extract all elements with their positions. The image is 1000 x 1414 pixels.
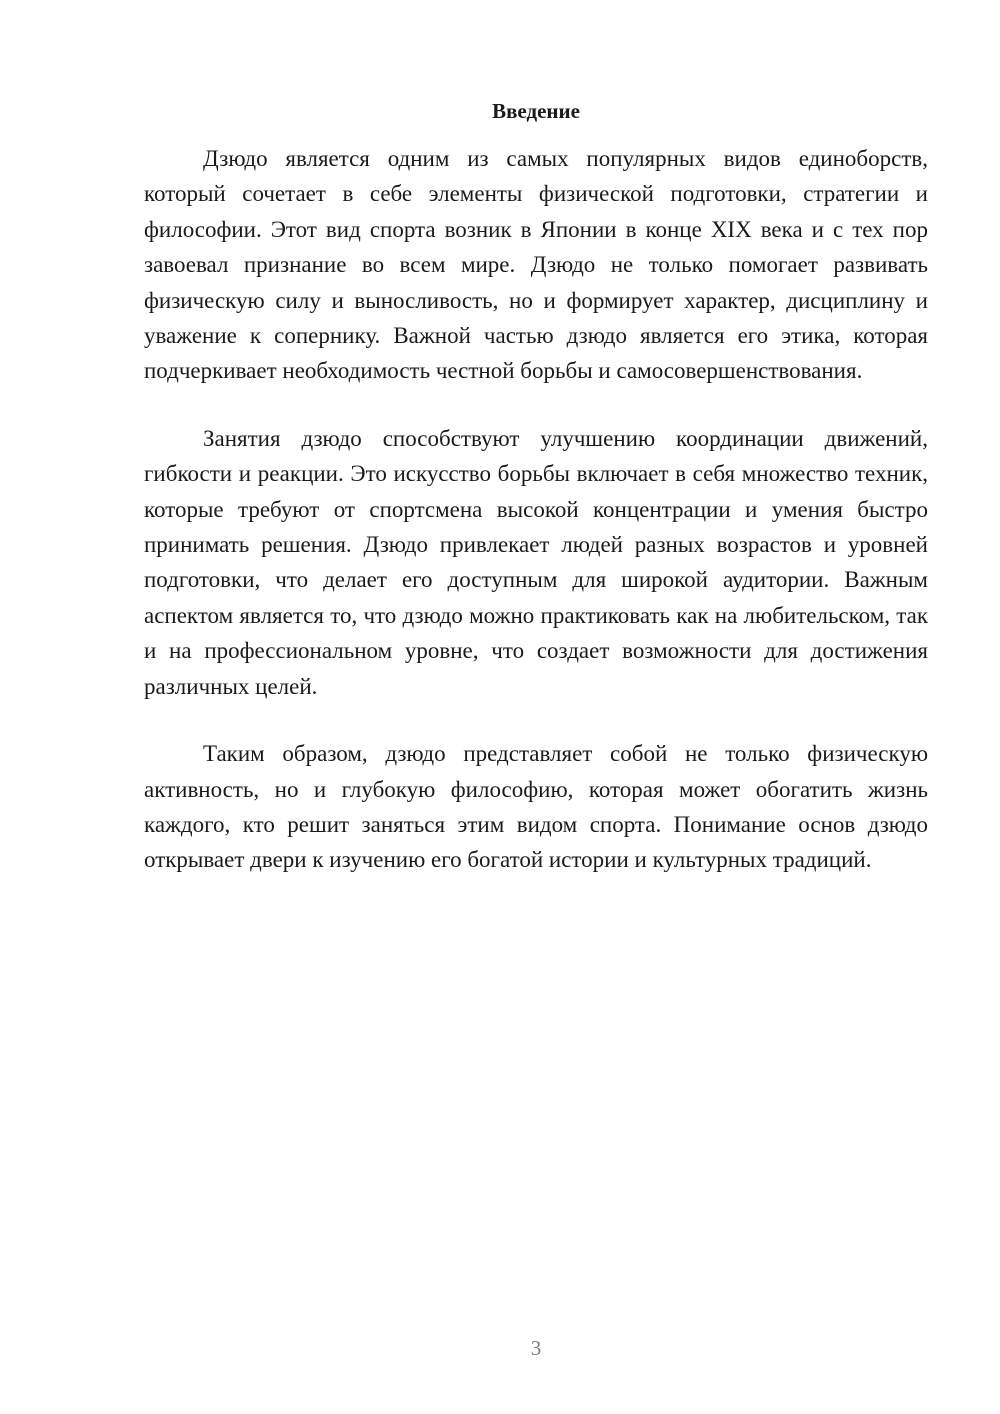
document-body: [144, 141, 928, 910]
page-title: Введение: [492, 99, 580, 123]
paragraph-1: Дзюдо является одним из самых популярных видов единоборств, который сочетает в себе элементы физической подготовки, стратегии и философии. Этот вид спорта возник в Японии в конце XIX века и с тех пор завоевал признание во всем мире. Дзюдо не только помогает развивать физическую силу и выносливость, но и формирует характер, дисциплину и уважение к сопернику. Важной частью дзюдо является его этика, которая подчеркивает необходимость честной борьбы и самосовершенствования.: [144, 146, 928, 384]
paragraph-2: Занятия дзюдо способствуют улучшению координации движений, гибкости и реакции. Это искусство борьбы включает в себя множество техник, которые требуют от спортсмена высокой концентрации и умения быстро принимать решения. Дзюдо привлекает людей разных возрастов и уровней подготовки, что делает его доступным для широкой аудитории. Важным аспектом является то, что дзюдо можно практиковать как на любительском, так и на профессиональном уровне, что создает возможности для достижения различных целей.: [144, 425, 928, 699]
page-number: 3: [530, 1336, 542, 1360]
paragraph-3: Таким образом, дзюдо представляет собой не только физическую активность, но и глубокую философию, которая может обогатить жизнь каждого, кто решит заняться этим видом спорта. Понимание основ дзюдо открывает двери к изучению его богатой истории и культурных традиций.: [144, 741, 928, 873]
